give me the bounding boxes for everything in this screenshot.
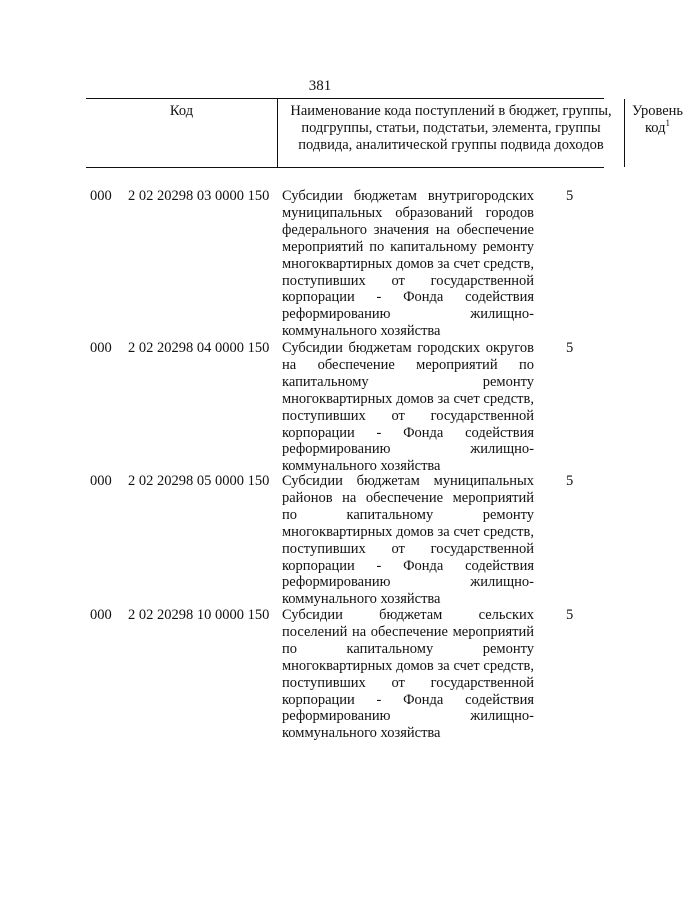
owner-code: 000 <box>90 473 112 489</box>
owner-code: 000 <box>90 607 112 623</box>
header-level-footnote: 1 <box>665 118 671 128</box>
revenue-code: 2 02 20298 04 0000 150 <box>128 340 270 356</box>
header-name: Наименование кода поступлений в бюджет, группы, подгруппы, статьи, подстатьи, элемента, группы подвида, аналитической группы подвида доходов <box>278 99 625 167</box>
level-value: 5 <box>566 607 574 623</box>
revenue-description: Субсидии бюджетам сельских поселений на обеспечение мероприятий по капитальному ремонту многоквартирных домов за счет средств, поступивших от государственной корпорации - Фонда содействия реформированию жилищно-коммунального хозяйства <box>282 607 534 742</box>
table-header <box>86 98 684 168</box>
owner-code: 000 <box>90 340 112 356</box>
level-value: 5 <box>566 473 574 489</box>
header-level-label: Уровень код <box>631 103 684 136</box>
revenue-code: 2 02 20298 10 0000 150 <box>128 607 270 623</box>
level-value: 5 <box>566 188 574 204</box>
revenue-description: Субсидии бюджетам муниципальных районов на обеспечение мероприятий по капитальному ремонту многоквартирных домов за счет средств, поступивших от государственной корпорации - Фонда содействия реформированию жилищно-коммунального хозяйства <box>282 473 534 608</box>
header-level <box>625 99 690 167</box>
owner-code: 000 <box>90 188 112 204</box>
level-value: 5 <box>566 340 574 356</box>
page-number: 381 <box>308 78 332 94</box>
header-code: Код <box>86 99 278 167</box>
revenue-code: 2 02 20298 03 0000 150 <box>128 188 270 204</box>
revenue-description: Субсидии бюджетам городских округов на обеспечение мероприятий по капитальному ремонту многоквартирных домов за счет средств, поступивших от государственной корпорации - Фонда содействия реформированию жилищно-коммунального хозяйства <box>282 340 534 475</box>
revenue-code: 2 02 20298 05 0000 150 <box>128 473 270 489</box>
revenue-description: Субсидии бюджетам внутригородских муниципальных образований городов федерального значения на обеспечение мероприятий по капитальному ремонту многоквартирных домов за счет средств, поступивших от государственной корпорации - Фонда содействия реформированию жилищно-коммунального хозяйства <box>282 188 534 340</box>
